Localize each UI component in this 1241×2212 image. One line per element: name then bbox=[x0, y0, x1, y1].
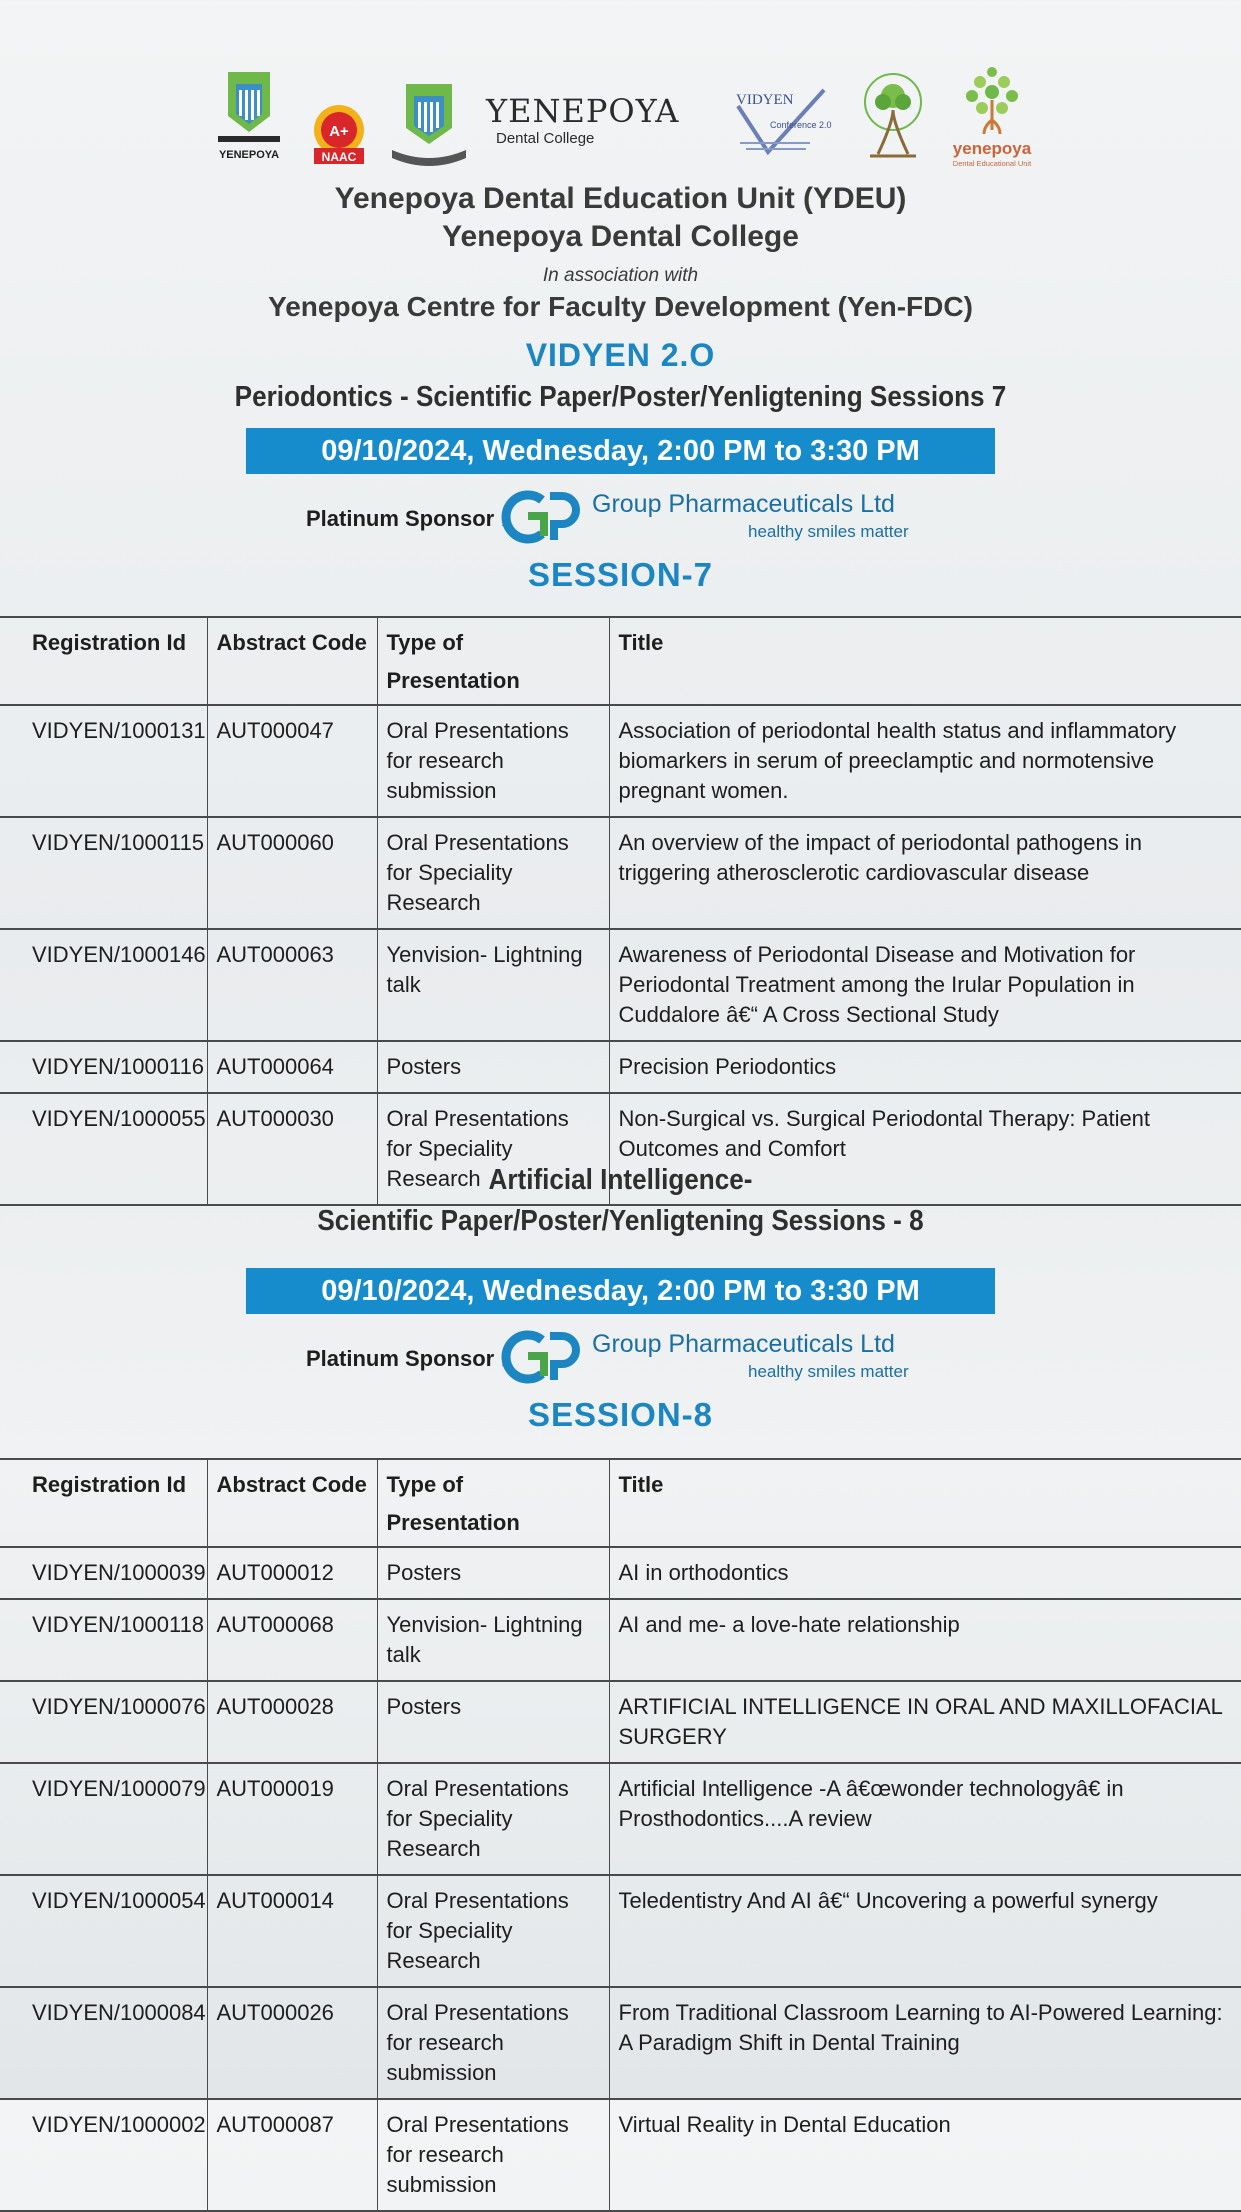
session8-date-bar: 09/10/2024, Wednesday, 2:00 PM to 3:30 PM bbox=[246, 1268, 995, 1314]
presentation-title: From Traditional Classroom Learning to AI-Powered Learning: A Paradigm Shift in Dental Training bbox=[609, 1987, 1241, 2099]
presentation-title: Precision Periodontics bbox=[609, 1041, 1241, 1093]
reg-id: VIDYEN/1000079 bbox=[0, 1763, 207, 1875]
col-abstract-code: Abstract Code bbox=[207, 617, 377, 705]
sponsor-label: Platinum Sponsor : bbox=[306, 1346, 508, 1371]
session7-label: SESSION-7 bbox=[527, 556, 714, 593]
reg-id: VIDYEN/1000116 bbox=[0, 1041, 207, 1093]
reg-id: VIDYEN/1000076 bbox=[0, 1681, 207, 1763]
yenepoya-univ-text: YENEPOYA bbox=[218, 149, 280, 161]
dental-college-name: YENEPOYA bbox=[486, 92, 680, 130]
vidyen-logo-text: VIDYEN bbox=[736, 92, 794, 108]
col-title: Title bbox=[609, 617, 1241, 705]
ydeu-heading: Yenepoya Dental Education Unit (YDEU) bbox=[334, 182, 907, 215]
presentation-title: Teledentistry And AI â€“ Uncovering a powerful synergy bbox=[609, 1875, 1241, 1987]
naac-grade-text: A+ bbox=[329, 123, 349, 140]
sponsor-label: Platinum Sponsor : bbox=[306, 506, 508, 531]
abstract-code: AUT000060 bbox=[207, 817, 377, 929]
abstract-code: AUT000063 bbox=[207, 929, 377, 1041]
dental-college-shield-logo bbox=[386, 84, 472, 170]
reg-id: VIDYEN/1000084 bbox=[0, 1987, 207, 2099]
ydeu-logo bbox=[944, 64, 1040, 172]
reg-id: VIDYEN/1000131 bbox=[0, 705, 207, 817]
table-row bbox=[0, 1599, 1241, 1681]
presentation-title: Association of periodontal health status and inflammatory biomarkers in serum of preeclamptic and normotensive pregnant women. bbox=[609, 705, 1241, 817]
presentation-type: Yenvision- Lightning talk bbox=[377, 929, 609, 1041]
presentation-type: Oral Presentations for Speciality Research bbox=[377, 1763, 609, 1875]
abstract-code: AUT000028 bbox=[207, 1681, 377, 1763]
sponsor-name: Group Pharmaceuticals Ltd bbox=[592, 490, 895, 518]
table-row bbox=[0, 705, 1241, 817]
table-header-row bbox=[0, 617, 1241, 705]
presentation-title: AI and me- a love-hate relationship bbox=[609, 1599, 1241, 1681]
col-abstract-code: Abstract Code bbox=[207, 1459, 377, 1547]
presentation-type: Oral Presentations for research submission bbox=[377, 2099, 609, 2211]
fdc-heading: Yenepoya Centre for Faculty Development (Yen-FDC) bbox=[268, 291, 973, 322]
presentation-type: Yenvision- Lightning talk bbox=[377, 1599, 609, 1681]
naac-text: NAAC bbox=[321, 150, 357, 164]
presentation-title: Virtual Reality in Dental Education bbox=[609, 2099, 1241, 2211]
ydeu-logo-sub: Dental Educational Unit bbox=[952, 159, 1032, 168]
presentation-type: Oral Presentations for Speciality Research bbox=[377, 1093, 609, 1205]
table-row bbox=[0, 2099, 1241, 2211]
presentation-title: An overview of the impact of periodontal pathogens in triggering atherosclerotic cardiovascular disease bbox=[609, 817, 1241, 929]
session8-sponsor bbox=[306, 1326, 946, 1390]
sponsor-tagline: healthy smiles matter bbox=[748, 1362, 909, 1381]
session8-title-line2: Scientific Paper/Poster/Yenligtening Sessions - 8 bbox=[317, 1205, 924, 1237]
table-row bbox=[0, 1041, 1241, 1093]
sponsor-tagline: healthy smiles matter bbox=[748, 522, 909, 541]
session7-table bbox=[0, 616, 1241, 1206]
presentation-title: ARTIFICIAL INTELLIGENCE IN ORAL AND MAXILLOFACIAL SURGERY bbox=[609, 1681, 1241, 1763]
yen-fdc-tree-logo bbox=[856, 70, 930, 170]
session7-sponsor bbox=[306, 486, 946, 550]
presentation-type: Oral Presentations for research submission bbox=[377, 1987, 609, 2099]
abstract-code: AUT000030 bbox=[207, 1093, 377, 1205]
naac-badge-logo bbox=[308, 102, 370, 168]
reg-id: VIDYEN/1000039 bbox=[0, 1547, 207, 1599]
sponsor-name: Group Pharmaceuticals Ltd bbox=[592, 1330, 895, 1358]
session7-date-bar: 09/10/2024, Wednesday, 2:00 PM to 3:30 PM bbox=[246, 428, 995, 474]
col-registration-id: Registration Id bbox=[0, 617, 207, 705]
table-row bbox=[0, 1681, 1241, 1763]
ydeu-logo-name: yenepoya bbox=[952, 139, 1032, 158]
reg-id: VIDYEN/1000055 bbox=[0, 1093, 207, 1205]
logo-row bbox=[0, 64, 1241, 174]
vidyen-conference-logo bbox=[728, 82, 838, 162]
reg-id: VIDYEN/1000115 bbox=[0, 817, 207, 929]
col-presentation-type: Type of Presentation bbox=[377, 617, 609, 705]
reg-id: VIDYEN/1000146 bbox=[0, 929, 207, 1041]
vidyen-logo-sub: Conference 2.0 bbox=[770, 120, 832, 130]
table-row bbox=[0, 1547, 1241, 1599]
association-text: In association with bbox=[542, 265, 699, 286]
abstract-code: AUT000064 bbox=[207, 1041, 377, 1093]
session8-title-line1: Artificial Intelligence- bbox=[488, 1164, 753, 1196]
college-heading: Yenepoya Dental College bbox=[442, 220, 799, 253]
reg-id: VIDYEN/1000002 bbox=[0, 2099, 207, 2211]
dental-college-sub: Dental College bbox=[496, 130, 595, 147]
table-row bbox=[0, 817, 1241, 929]
presentation-type: Posters bbox=[377, 1041, 609, 1093]
col-title: Title bbox=[609, 1459, 1241, 1547]
table-row bbox=[0, 1875, 1241, 1987]
session7-title: Periodontics - Scientific Paper/Poster/Yenligtening Sessions 7 bbox=[234, 381, 1007, 413]
presentation-title: AI in orthodontics bbox=[609, 1547, 1241, 1599]
presentation-type: Oral Presentations for Speciality Research bbox=[377, 1875, 609, 1987]
abstract-code: AUT000068 bbox=[207, 1599, 377, 1681]
group-pharma-logo-icon bbox=[498, 486, 582, 546]
abstract-code: AUT000047 bbox=[207, 705, 377, 817]
abstract-code: AUT000026 bbox=[207, 1987, 377, 2099]
reg-id: VIDYEN/1000118 bbox=[0, 1599, 207, 1681]
presentation-title: Awareness of Periodontal Disease and Motivation for Periodontal Treatment among the Irular Population in Cuddalore â€“ A Cross Sectional Study bbox=[609, 929, 1241, 1041]
presentation-type: Posters bbox=[377, 1681, 609, 1763]
presentation-title: Artificial Intelligence -A â€œwonder technologyâ€ in Prosthodontics....A review bbox=[609, 1763, 1241, 1875]
table-row bbox=[0, 1987, 1241, 2099]
table-header-row bbox=[0, 1459, 1241, 1547]
session8-table bbox=[0, 1458, 1241, 2212]
col-registration-id: Registration Id bbox=[0, 1459, 207, 1547]
col-presentation-type: Type of Presentation bbox=[377, 1459, 609, 1547]
presentation-type: Oral Presentations for Speciality Research bbox=[377, 817, 609, 929]
abstract-code: AUT000087 bbox=[207, 2099, 377, 2211]
presentation-type: Oral Presentations for research submission bbox=[377, 705, 609, 817]
group-pharma-logo-icon bbox=[498, 1326, 582, 1386]
presentation-title: Non-Surgical vs. Surgical Periodontal Therapy: Patient Outcomes and Comfort bbox=[609, 1093, 1241, 1205]
presentation-type: Posters bbox=[377, 1547, 609, 1599]
event-title: VIDYEN 2.O bbox=[525, 337, 716, 373]
abstract-code: AUT000014 bbox=[207, 1875, 377, 1987]
abstract-code: AUT000012 bbox=[207, 1547, 377, 1599]
abstract-code: AUT000019 bbox=[207, 1763, 377, 1875]
table-row bbox=[0, 1763, 1241, 1875]
session8-label: SESSION-8 bbox=[527, 1396, 714, 1433]
table-row bbox=[0, 929, 1241, 1041]
yenepoya-university-logo bbox=[208, 70, 290, 170]
reg-id: VIDYEN/1000054 bbox=[0, 1875, 207, 1987]
dental-college-wordmark bbox=[486, 92, 696, 147]
